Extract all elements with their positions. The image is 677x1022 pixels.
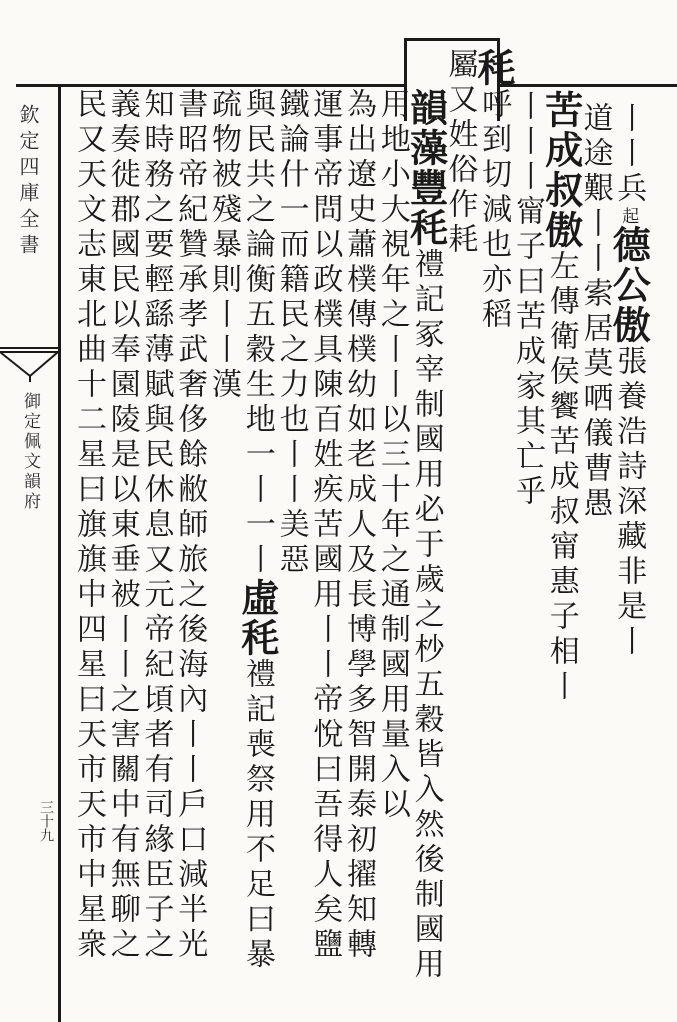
headword: 秏 xyxy=(471,48,517,88)
headword: 豐秏 xyxy=(403,168,449,248)
section-title: 御定佩文韻府 xyxy=(20,392,40,512)
top-border-rule xyxy=(16,84,677,87)
column-text: 運事帝問以政樸具陳百姓疾苦國用丨丨帝悅曰吾得人矣鹽 xyxy=(307,88,343,963)
text-column xyxy=(68,88,108,963)
column-text: 禮記喪祭用不足曰暴 xyxy=(239,658,275,973)
column-text: 用地小大視年之丨丨以三十年之通制國用量入以 xyxy=(374,88,410,823)
column-text: 道途艱 xyxy=(577,102,613,207)
column-text: 呼到切減也亦稻 xyxy=(476,88,512,333)
column-text: 鐵論什一而籍民之力也丨丨美惡 xyxy=(273,88,309,578)
page-number: 三十九 xyxy=(38,800,54,842)
column-text: 疏物被殘暴則丨丨漢 xyxy=(206,88,242,403)
column-text: 知時務之要輕繇薄賦與民休息又元帝紀頃者有司緣臣子之 xyxy=(138,88,174,963)
column-text: 論衡五穀生地一丨一丨 xyxy=(239,228,275,578)
column-text: 民又天文志東北曲十二星曰旗旗中四星曰天市天市中星衆 xyxy=(71,88,106,963)
column-text: 張養浩詩深藏非是丨 xyxy=(611,345,647,660)
column-text: 左傳衛侯饗苦成叔甯惠子相丨 xyxy=(543,250,579,705)
headword: 德公傲 xyxy=(606,225,652,345)
column-text: 禮記冢宰制國用必于歲之杪五穀皆入然後制國用 xyxy=(408,248,444,983)
column-text: 書昭帝紀贊承孝武奢侈餘敝師旅之後海內丨丨戶口減半光 xyxy=(172,88,208,963)
column-text: 為出 xyxy=(341,88,377,158)
column-text: 屬又姓俗作耗 xyxy=(442,48,478,258)
column-text: 丨丨丨甯子曰苦成家其亡乎 xyxy=(509,90,545,510)
column-text: 遼史蕭樸傳樸幼如老成人及長博學多智開泰初擢知轉 xyxy=(341,158,377,963)
column-text: 丨丨兵 xyxy=(611,102,647,207)
headword: 苦成叔傲 xyxy=(538,90,584,250)
left-margin-rule xyxy=(58,84,61,1022)
fishtail-ornament xyxy=(0,346,60,386)
column-text: 義奏徙郡國民以奉園陵是以東垂被丨丨之害關中有無聊之 xyxy=(104,88,140,963)
headword: 韻藻 xyxy=(403,88,449,168)
column-text: 丨丨索居莫哂儀曹愚 xyxy=(577,207,613,522)
column-text: 與民共之 xyxy=(239,88,275,228)
headword: 虛秏 xyxy=(234,578,280,658)
small-note: 起 xyxy=(618,207,639,225)
book-title: 欽定四庫全書 xyxy=(16,104,40,260)
